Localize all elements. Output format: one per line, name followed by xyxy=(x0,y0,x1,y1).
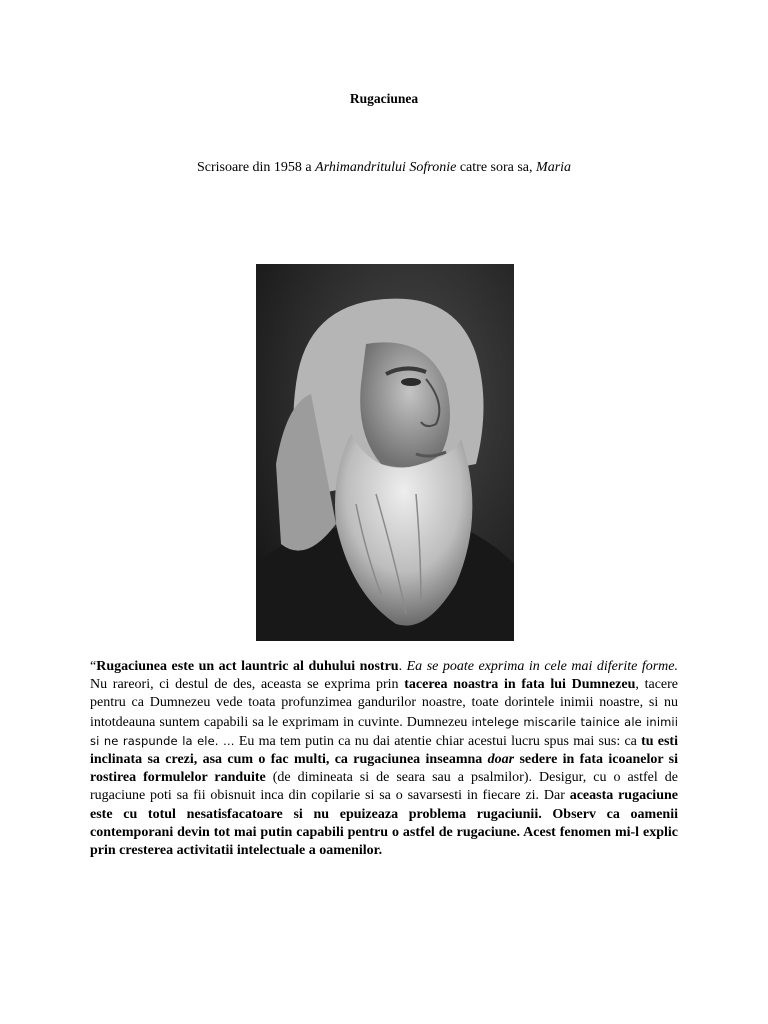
subtitle-author: Arhimandritului Sofronie xyxy=(315,160,457,175)
body-run-bold: aceasta rugaciune este cu totul nesatisfacatoare si nu epuizeaza problema rugaciunii. Observ ca oamenii contemporani devin tot mai putin capabili pentru o astfel de rugaciune. Acest fenomen mi-l explic prin cresterea activitatii intelectuale a oamenilor. xyxy=(90,788,678,859)
body-run-normal: . xyxy=(398,659,407,674)
body-run-normal: (de dimineata si de seara sau a psalmilor). Desigur, cu o astfel de rugaciune poti sa fii obisnuit inca din copilarie si sa o savarsesti in fiecare zi. Dar xyxy=(90,770,678,804)
body-run-italic: Ea se poate exprima in cele mai diferite forme. xyxy=(406,659,679,674)
body-run-normal: , tacere pentru ca Dumnezeu vede toata profunzimea gandurilor noastre, toate dorintele inimii noastre, si nu intotdeauna suntem capabili sa le exprimam in cuvinte. Dumnezeu xyxy=(90,677,679,730)
body-run-alt: intelege miscarile tainice ale inimii si ne raspunde la ele. … xyxy=(90,714,679,748)
body-run-bold: Rugaciunea este un act launtric al duhului nostru xyxy=(96,659,399,674)
body-run-bolditalic: doar xyxy=(487,752,515,768)
body-run-bold: sedere in fata icoanelor si rostirea formulelor randuite xyxy=(90,752,678,786)
page-title: Rugaciunea xyxy=(349,91,419,106)
body-run-normal: Nu rareori, ci destul de des, aceasta se exprima prin xyxy=(90,677,405,693)
body-run-normal: “ xyxy=(90,659,97,674)
subtitle-prefix: Scrisoare din 1958 a xyxy=(196,160,316,175)
subtitle xyxy=(0,160,768,176)
letter-body xyxy=(90,658,678,860)
subtitle-middle: catre sora sa, xyxy=(456,160,537,175)
portrait-photo xyxy=(256,264,514,641)
portrait-image xyxy=(256,264,514,641)
subtitle-recipient: Maria xyxy=(536,160,572,175)
body-run-bold: tu esti inclinata sa crezi, asa cum o fac multi, ca rugaciunea inseamna xyxy=(90,733,678,768)
body-run-normal: Eu ma tem putin ca nu dai atentie chiar acestui lucru spus mai sus: ca xyxy=(234,733,642,749)
body-run-bold: tacerea noastra in fata lui Dumnezeu xyxy=(404,677,636,693)
